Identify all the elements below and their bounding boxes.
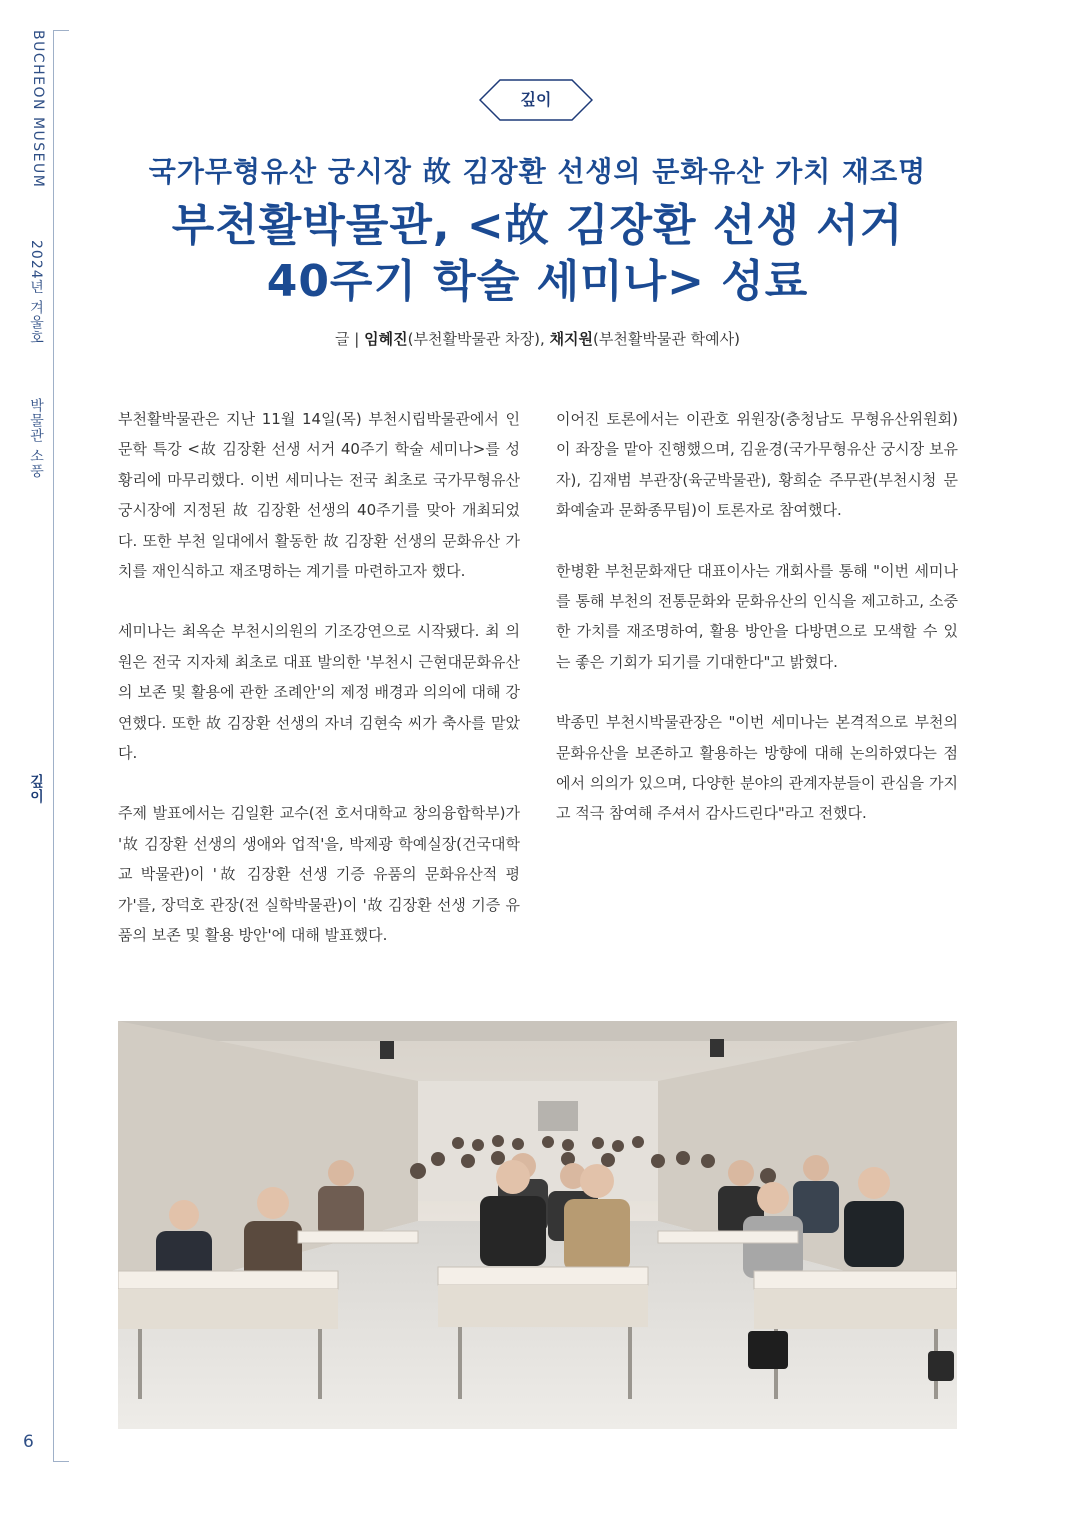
paragraph: 이어진 토론에서는 이관호 위원장(충청남도 무형유산위원회)이 좌장을 맡아 진행했으며, 김윤경(국가무형유산 궁시장 보유자), 김재범 부관장(육군박물관), 황희순 주무관(부천시청 문화예술과 문화종무팀)이 토론자로 참여했다. (556, 410, 958, 520)
sidebar-section: 박물관 소풍 (28, 398, 44, 479)
section-badge-label: 깊이 (520, 90, 552, 109)
sidebar-rule (53, 30, 54, 1462)
sidebar-brand: BUCHEON MUSEUM (30, 30, 46, 189)
article-title-line-2: 40주기 학술 세미나> 성료 (266, 256, 809, 307)
byline-author-1: 임혜진 (364, 330, 408, 348)
paragraph: 박종민 부천시박물관장은 "이번 세미나는 본격적으로 부천의 문화유산을 보존하고 활용하는 방향에 대해 논의하였다는 점에서 의의가 있으며, 다양한 분야의 관계자분들이 관심을 가지고 적극 참여해 주셔서 감사드린다"라고 전했다. (556, 713, 958, 823)
paragraph: 세미나는 최옥순 부천시의원의 기조강연으로 시작됐다. 최 의원은 전국 지자체 최초로 대표 발의한 '부천시 근현대문화유산의 보존 및 활용에 관한 조례안'의 제정 배경과 의의에 대해 강연했다. 또한 故 김장환 선생의 자녀 김현숙 씨가 축사를 맡았다. (118, 622, 520, 763)
sidebar-issue: 2024년 겨울호 (28, 240, 44, 346)
sidebar-rule-bottom (53, 1461, 69, 1462)
article-column-left (118, 404, 520, 981)
sidebar-current-section: 깊이 (28, 774, 44, 804)
byline-author-2-role: (부천활박물관 학예사) (593, 330, 740, 348)
byline-prefix: 글 | (335, 330, 365, 348)
byline-author-1-role: (부천활박물관 차장), (407, 330, 550, 348)
page-number: 6 (23, 1432, 34, 1452)
section-badge (479, 79, 593, 121)
article-column-right (556, 404, 958, 859)
sidebar-rule-top (53, 30, 69, 31)
byline (70, 328, 1005, 349)
paragraph: 부천활박물관은 지난 11월 14일(목) 부천시립박물관에서 인문학 특강 <故 김장환 선생 서거 40주기 학술 세미나>를 성황리에 마무리했다. 이번 세미나는 전국 최초로 국가무형유산 궁시장에 지정된 故 김장환 선생의 40주기를 맞아 개최되었다. 또한 부천 일대에서 활동한 故 김장환 선생의 문화유산 가치를 재인식하고 재조명하는 계기를 마련하고자 했다. (118, 410, 520, 581)
article-title-line-1: 부천활박물관, <故 김장환 선생 서거 (171, 200, 904, 251)
seminar-photo-illustration (118, 1021, 957, 1429)
byline-author-2: 채지원 (549, 330, 594, 348)
paragraph: 한병환 부천문화재단 대표이사는 개회사를 통해 "이번 세미나를 통해 부천의 전통문화와 문화유산의 인식을 제고하고, 소중한 가치를 재조명하여, 활용 방안을 다방면으로 모색할 수 있는 좋은 기회가 되기를 기대한다"고 밝혔다. (556, 561, 958, 671)
article-title (70, 198, 1005, 310)
article-subtitle: 국가무형유산 궁시장 故 김장환 선생의 문화유산 가치 재조명 (148, 155, 927, 188)
seminar-group-photo (118, 1021, 957, 1429)
paragraph: 주제 발표에서는 김일환 교수(전 호서대학교 창의융합학부)가 '故 김장환 선생의 생애와 업적'을, 박제광 학예실장(건국대학교 박물관)이 '故 김장환 선생 기증 유품의 문화유산적 평가'를, 장덕호 관장(전 실학박물관)이 '故 김장환 선생 기증 유품의 보존 및 활용 방안'에 대해 발표했다. (118, 804, 520, 945)
